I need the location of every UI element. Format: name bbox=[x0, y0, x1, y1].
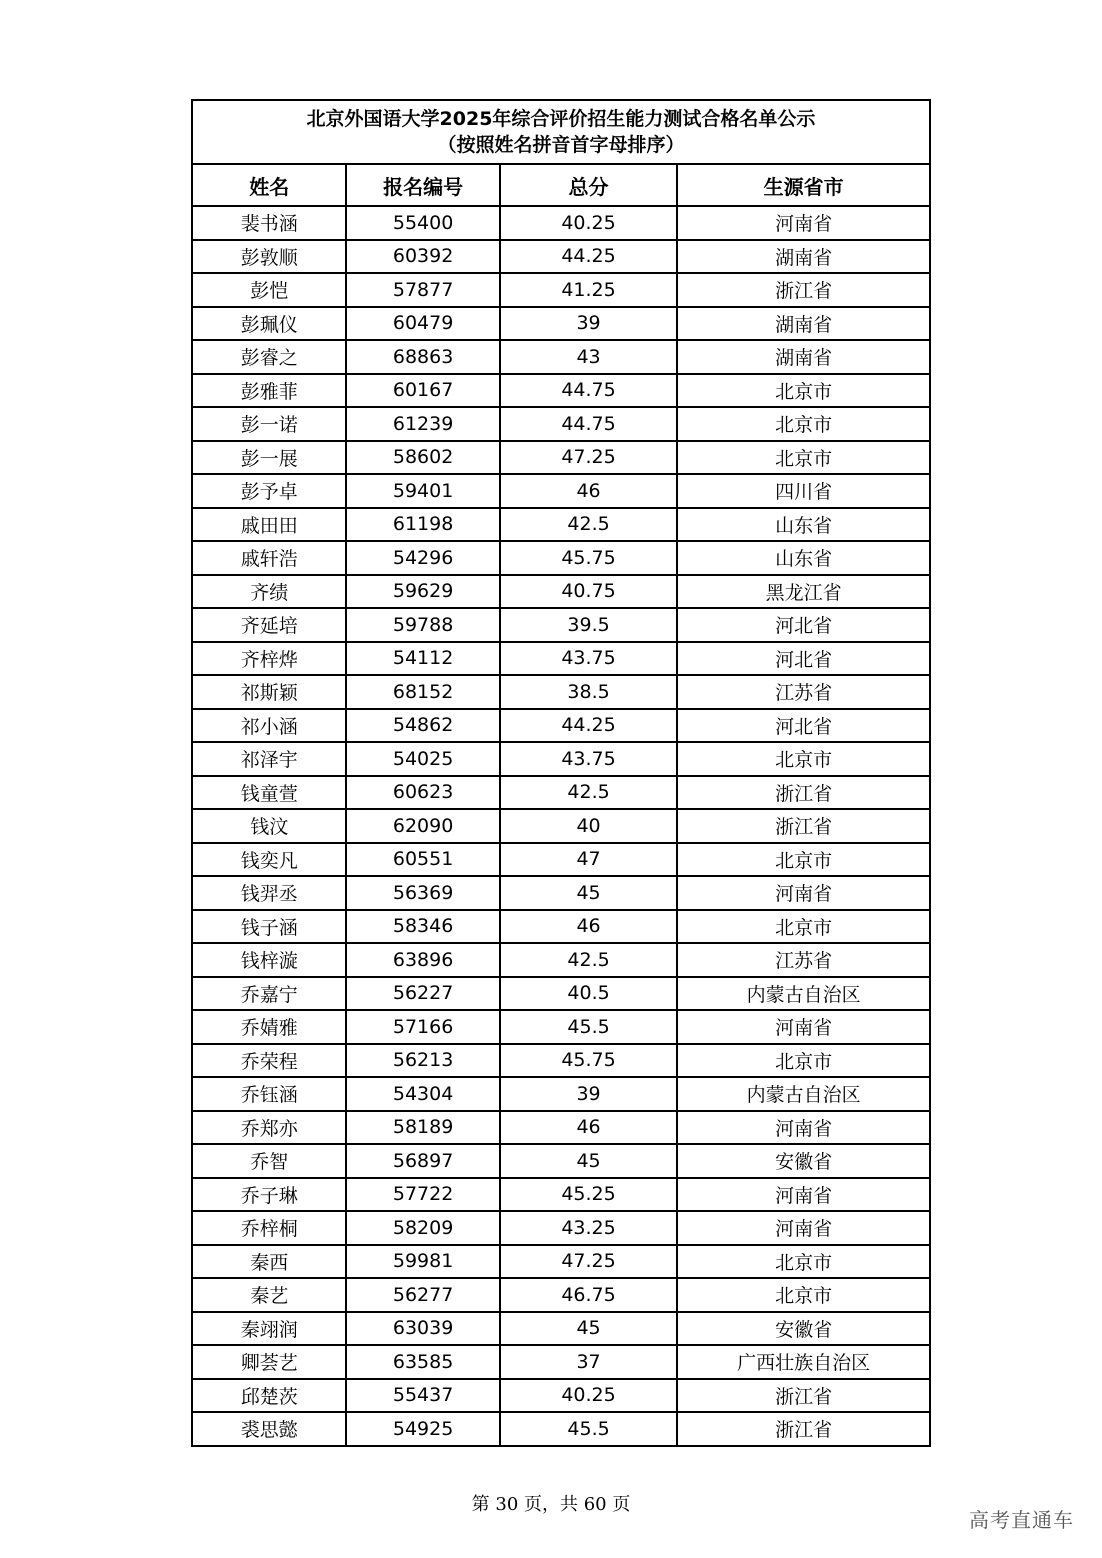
cell-province: 湖南省 bbox=[677, 340, 930, 374]
table-row bbox=[192, 307, 930, 341]
cell-id: 54862 bbox=[346, 709, 499, 743]
cell-name: 乔子琳 bbox=[192, 1178, 346, 1212]
cell-id: 61198 bbox=[346, 508, 499, 542]
cell-score: 39 bbox=[500, 307, 677, 341]
cell-province: 内蒙古自治区 bbox=[677, 1077, 930, 1111]
table-row bbox=[192, 843, 930, 877]
cell-name: 乔梓桐 bbox=[192, 1211, 346, 1245]
cell-id: 58209 bbox=[346, 1211, 499, 1245]
cell-id: 57166 bbox=[346, 1010, 499, 1044]
cell-province: 山东省 bbox=[677, 508, 930, 542]
cell-score: 40.25 bbox=[500, 1379, 677, 1413]
cell-name: 邱楚茨 bbox=[192, 1379, 346, 1413]
cell-province: 北京市 bbox=[677, 910, 930, 944]
cell-id: 68152 bbox=[346, 675, 499, 709]
cell-score: 45.5 bbox=[500, 1010, 677, 1044]
cell-score: 37 bbox=[500, 1345, 677, 1379]
cell-province: 山东省 bbox=[677, 541, 930, 575]
cell-name: 秦西 bbox=[192, 1245, 346, 1279]
cell-score: 47.25 bbox=[500, 441, 677, 475]
cell-score: 47.25 bbox=[500, 1245, 677, 1279]
cell-name: 钱子涵 bbox=[192, 910, 346, 944]
title-line-2: （按照姓名拼音首字母排序） bbox=[437, 134, 685, 156]
table-row bbox=[192, 1312, 930, 1346]
cell-id: 59788 bbox=[346, 608, 499, 642]
cell-province: 江苏省 bbox=[677, 943, 930, 977]
cell-score: 45.75 bbox=[500, 541, 677, 575]
table-row bbox=[192, 608, 930, 642]
cell-id: 58602 bbox=[346, 441, 499, 475]
cell-province: 浙江省 bbox=[677, 809, 930, 843]
table-row bbox=[192, 1412, 930, 1446]
cell-province: 河南省 bbox=[677, 1211, 930, 1245]
cell-id: 63585 bbox=[346, 1345, 499, 1379]
header-score: 总分 bbox=[500, 164, 677, 206]
cell-score: 42.5 bbox=[500, 943, 677, 977]
cell-province: 北京市 bbox=[677, 742, 930, 776]
cell-score: 45.25 bbox=[500, 1178, 677, 1212]
cell-id: 62090 bbox=[346, 809, 499, 843]
cell-name: 戚田田 bbox=[192, 508, 346, 542]
cell-score: 43.75 bbox=[500, 642, 677, 676]
cell-id: 61239 bbox=[346, 407, 499, 441]
cell-id: 56227 bbox=[346, 977, 499, 1011]
table-row bbox=[192, 776, 930, 810]
cell-name: 钱梓漩 bbox=[192, 943, 346, 977]
cell-province: 河南省 bbox=[677, 1111, 930, 1145]
table-row bbox=[192, 407, 930, 441]
cell-id: 60167 bbox=[346, 374, 499, 408]
cell-id: 60392 bbox=[346, 240, 499, 274]
cell-name: 卿荟艺 bbox=[192, 1345, 346, 1379]
table-row bbox=[192, 575, 930, 609]
cell-name: 乔郑亦 bbox=[192, 1111, 346, 1145]
cell-id: 60623 bbox=[346, 776, 499, 810]
cell-province: 北京市 bbox=[677, 1044, 930, 1078]
cell-province: 河南省 bbox=[677, 1010, 930, 1044]
cell-score: 44.25 bbox=[500, 709, 677, 743]
cell-province: 浙江省 bbox=[677, 1379, 930, 1413]
table-row bbox=[192, 1211, 930, 1245]
cell-name: 彭珮仪 bbox=[192, 307, 346, 341]
cell-province: 北京市 bbox=[677, 1278, 930, 1312]
table-row bbox=[192, 1010, 930, 1044]
cell-id: 59981 bbox=[346, 1245, 499, 1279]
cell-score: 44.75 bbox=[500, 407, 677, 441]
cell-province: 湖南省 bbox=[677, 240, 930, 274]
watermark: 高考直通车 bbox=[969, 1508, 1074, 1532]
cell-id: 54296 bbox=[346, 541, 499, 575]
cell-name: 祁小涵 bbox=[192, 709, 346, 743]
cell-name: 裴书涵 bbox=[192, 206, 346, 240]
table-row bbox=[192, 1278, 930, 1312]
cell-id: 60551 bbox=[346, 843, 499, 877]
cell-province: 河南省 bbox=[677, 1178, 930, 1212]
cell-name: 乔婧雅 bbox=[192, 1010, 346, 1044]
page-footer: 第 30 页，共 60 页 bbox=[471, 1494, 631, 1515]
cell-score: 43 bbox=[500, 340, 677, 374]
cell-id: 58189 bbox=[346, 1111, 499, 1145]
cell-name: 钱羿丞 bbox=[192, 876, 346, 910]
cell-name: 秦艺 bbox=[192, 1278, 346, 1312]
cell-name: 裘思懿 bbox=[192, 1412, 346, 1446]
cell-province: 安徽省 bbox=[677, 1144, 930, 1178]
cell-score: 42.5 bbox=[500, 776, 677, 810]
table-row bbox=[192, 642, 930, 676]
cell-province: 内蒙古自治区 bbox=[677, 977, 930, 1011]
cell-id: 63896 bbox=[346, 943, 499, 977]
cell-province: 北京市 bbox=[677, 407, 930, 441]
table-row bbox=[192, 1144, 930, 1178]
cell-id: 56369 bbox=[346, 876, 499, 910]
cell-province: 湖南省 bbox=[677, 307, 930, 341]
cell-id: 68863 bbox=[346, 340, 499, 374]
table-row bbox=[192, 943, 930, 977]
header-name: 姓名 bbox=[192, 164, 346, 206]
cell-name: 彭予卓 bbox=[192, 474, 346, 508]
table-row bbox=[192, 742, 930, 776]
cell-name: 乔荣程 bbox=[192, 1044, 346, 1078]
cell-id: 54304 bbox=[346, 1077, 499, 1111]
cell-province: 四川省 bbox=[677, 474, 930, 508]
header-row bbox=[192, 164, 930, 206]
cell-name: 祁斯颖 bbox=[192, 675, 346, 709]
table-row bbox=[192, 1044, 930, 1078]
cell-score: 45 bbox=[500, 876, 677, 910]
cell-id: 56213 bbox=[346, 1044, 499, 1078]
cell-name: 乔钰涵 bbox=[192, 1077, 346, 1111]
cell-score: 46 bbox=[500, 910, 677, 944]
table-row bbox=[192, 675, 930, 709]
table-title bbox=[192, 100, 930, 164]
cell-province: 北京市 bbox=[677, 441, 930, 475]
table-row bbox=[192, 441, 930, 475]
table-row bbox=[192, 273, 930, 307]
cell-score: 46 bbox=[500, 474, 677, 508]
cell-score: 44.25 bbox=[500, 240, 677, 274]
cell-id: 54925 bbox=[346, 1412, 499, 1446]
cell-province: 广西壮族自治区 bbox=[677, 1345, 930, 1379]
cell-name: 钱汶 bbox=[192, 809, 346, 843]
table-row bbox=[192, 474, 930, 508]
cell-score: 46.75 bbox=[500, 1278, 677, 1312]
cell-score: 40.5 bbox=[500, 977, 677, 1011]
cell-province: 安徽省 bbox=[677, 1312, 930, 1346]
cell-province: 北京市 bbox=[677, 843, 930, 877]
cell-score: 43.75 bbox=[500, 742, 677, 776]
cell-name: 彭敦顺 bbox=[192, 240, 346, 274]
admission-list-table bbox=[191, 99, 931, 1447]
table-row bbox=[192, 1379, 930, 1413]
table-row bbox=[192, 508, 930, 542]
cell-name: 钱童萱 bbox=[192, 776, 346, 810]
cell-score: 38.5 bbox=[500, 675, 677, 709]
table-row bbox=[192, 910, 930, 944]
cell-name: 彭一展 bbox=[192, 441, 346, 475]
cell-name: 钱奕凡 bbox=[192, 843, 346, 877]
table-row bbox=[192, 809, 930, 843]
cell-name: 齐梓烨 bbox=[192, 642, 346, 676]
cell-id: 58346 bbox=[346, 910, 499, 944]
cell-id: 56277 bbox=[346, 1278, 499, 1312]
cell-id: 59401 bbox=[346, 474, 499, 508]
cell-province: 北京市 bbox=[677, 1245, 930, 1279]
cell-id: 57877 bbox=[346, 273, 499, 307]
cell-name: 祁泽宇 bbox=[192, 742, 346, 776]
table-row bbox=[192, 1178, 930, 1212]
table-row bbox=[192, 1245, 930, 1279]
cell-id: 60479 bbox=[346, 307, 499, 341]
header-id: 报名编号 bbox=[346, 164, 499, 206]
cell-province: 河南省 bbox=[677, 206, 930, 240]
table-row bbox=[192, 709, 930, 743]
cell-score: 39 bbox=[500, 1077, 677, 1111]
cell-id: 54112 bbox=[346, 642, 499, 676]
cell-province: 浙江省 bbox=[677, 273, 930, 307]
cell-province: 浙江省 bbox=[677, 776, 930, 810]
cell-id: 59629 bbox=[346, 575, 499, 609]
table-row bbox=[192, 541, 930, 575]
cell-name: 乔嘉宁 bbox=[192, 977, 346, 1011]
table-row bbox=[192, 340, 930, 374]
cell-name: 彭雅菲 bbox=[192, 374, 346, 408]
table-row bbox=[192, 1345, 930, 1379]
header-province: 生源省市 bbox=[677, 164, 930, 206]
cell-score: 41.25 bbox=[500, 273, 677, 307]
cell-score: 45.5 bbox=[500, 1412, 677, 1446]
cell-id: 54025 bbox=[346, 742, 499, 776]
cell-province: 黑龙江省 bbox=[677, 575, 930, 609]
table-row bbox=[192, 240, 930, 274]
cell-id: 57722 bbox=[346, 1178, 499, 1212]
table-row bbox=[192, 1077, 930, 1111]
cell-name: 齐延培 bbox=[192, 608, 346, 642]
cell-score: 44.75 bbox=[500, 374, 677, 408]
cell-name: 彭一诺 bbox=[192, 407, 346, 441]
cell-name: 彭睿之 bbox=[192, 340, 346, 374]
cell-name: 齐绩 bbox=[192, 575, 346, 609]
cell-province: 北京市 bbox=[677, 374, 930, 408]
cell-province: 河北省 bbox=[677, 642, 930, 676]
cell-score: 45 bbox=[500, 1144, 677, 1178]
table-row bbox=[192, 876, 930, 910]
cell-score: 45 bbox=[500, 1312, 677, 1346]
cell-score: 46 bbox=[500, 1111, 677, 1145]
table-row bbox=[192, 1111, 930, 1145]
table-row bbox=[192, 374, 930, 408]
table-row bbox=[192, 206, 930, 240]
cell-score: 45.75 bbox=[500, 1044, 677, 1078]
cell-id: 63039 bbox=[346, 1312, 499, 1346]
cell-score: 40.25 bbox=[500, 206, 677, 240]
cell-name: 彭恺 bbox=[192, 273, 346, 307]
cell-province: 河南省 bbox=[677, 876, 930, 910]
cell-id: 55437 bbox=[346, 1379, 499, 1413]
cell-province: 河北省 bbox=[677, 608, 930, 642]
title-line-1: 北京外国语大学2025年综合评价招生能力测试合格名单公示 bbox=[306, 108, 816, 130]
cell-province: 江苏省 bbox=[677, 675, 930, 709]
cell-name: 乔智 bbox=[192, 1144, 346, 1178]
cell-province: 浙江省 bbox=[677, 1412, 930, 1446]
cell-score: 47 bbox=[500, 843, 677, 877]
cell-name: 戚轩浩 bbox=[192, 541, 346, 575]
table-row bbox=[192, 977, 930, 1011]
cell-score: 40 bbox=[500, 809, 677, 843]
cell-score: 39.5 bbox=[500, 608, 677, 642]
cell-score: 42.5 bbox=[500, 508, 677, 542]
cell-name: 秦翊润 bbox=[192, 1312, 346, 1346]
cell-score: 40.75 bbox=[500, 575, 677, 609]
cell-id: 55400 bbox=[346, 206, 499, 240]
cell-score: 43.25 bbox=[500, 1211, 677, 1245]
cell-province: 河北省 bbox=[677, 709, 930, 743]
cell-id: 56897 bbox=[346, 1144, 499, 1178]
